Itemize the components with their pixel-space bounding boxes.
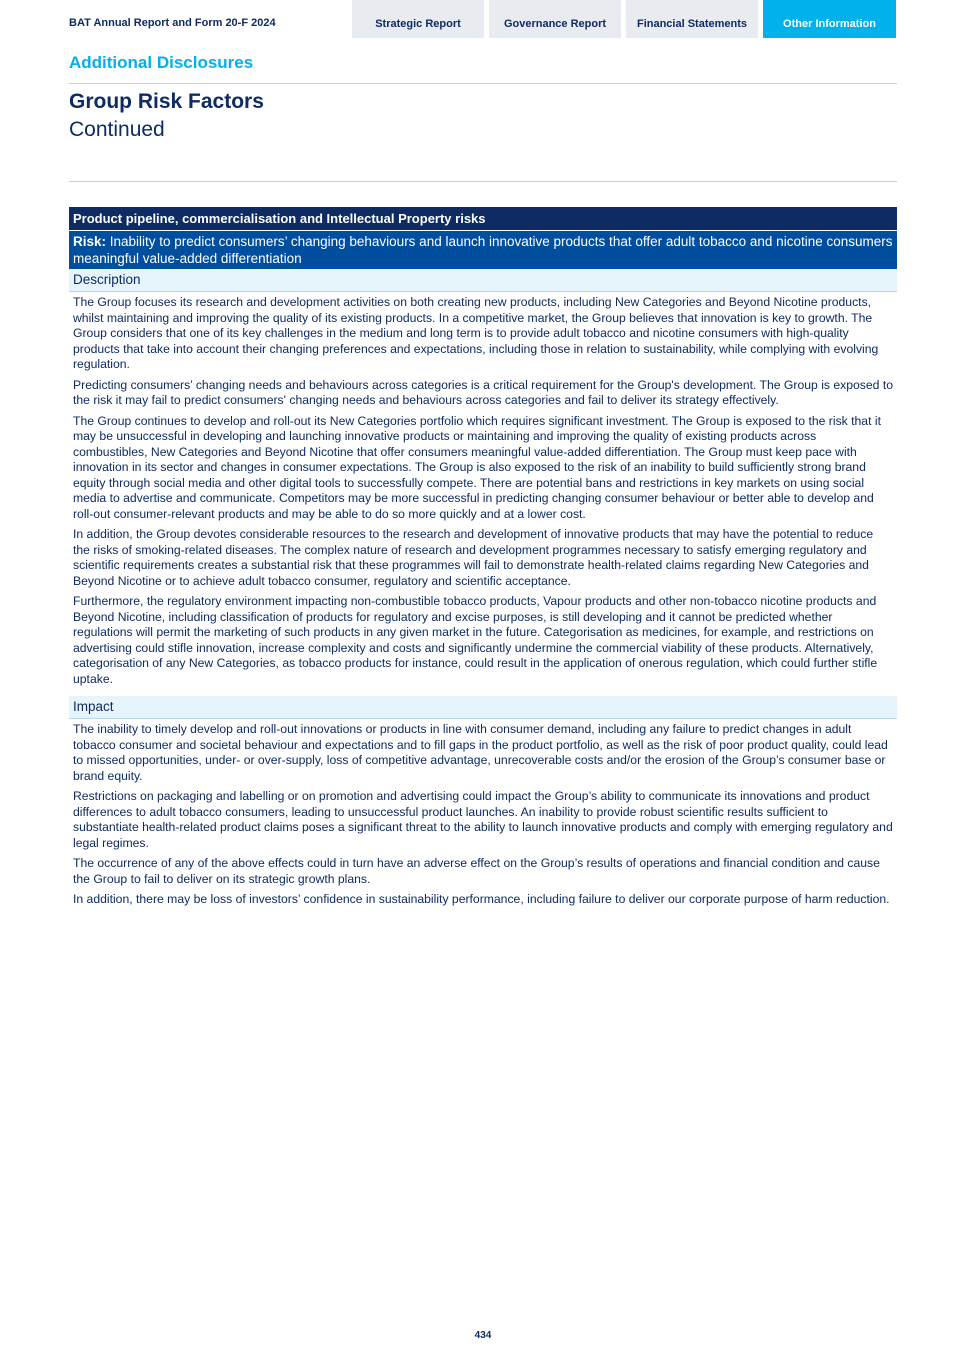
impact-paragraph: The occurrence of any of the above effects could in turn have an adverse effect on the Group’s results of operations and financial condition and cause the Group to fail to deliver on its strategic growth plans. (73, 856, 880, 886)
divider (69, 83, 897, 84)
description-paragraph: Furthermore, the regulatory environment impacting non-combustible tobacco products, Vapour products and other non-tobacco nicotine products and Beyond Nicotine, including classification of products for regulatory and excise purposes, is still developing and it cannot be predicted whether regulations will permit the marketing of such products in any given market in the future. Categorisation as medicines, for example, and restrictions on advertising could stifle innovation, increase complexity and costs and significantly undermine the commercial viability of these products. Alternatively, categorisation of any New Categories, as tobacco products for instance, could result in the application of onerous regulation, which could further stifle uptake. (73, 594, 878, 686)
impact-heading: Impact (69, 696, 897, 719)
top-header (0, 0, 966, 38)
description-paragraph: Predicting consumers’ changing needs and behaviours across categories is a critical requirement for the Group's development. The Group is exposed to the risk it may fail to predict consumers' changing needs and behaviours across categories and fail to deliver its strategy effectively. (73, 377, 894, 407)
section-label: Additional Disclosures (69, 53, 254, 72)
report-title: BAT Annual Report and Form 20-F 2024 (69, 17, 276, 29)
description-heading: Description (69, 269, 897, 292)
risk-statement (69, 230, 897, 269)
description-paragraph: In addition, the Group devotes considerable resources to the research and development of innovative products that may have the potential to reduce the risks of smoking-related diseases. The complex nature of research and development programmes necessary to satisfy emerging regulatory and scientific requirements creates a substantial risk that these programmes will fail to demonstrate health-related claims regarding New Categories and Beyond Nicotine or to achieve adult tobacco consumer, regulatory and scientific acceptance. (73, 527, 874, 588)
tab-strategic-report[interactable]: Strategic Report (352, 0, 484, 38)
risk-text: Inability to predict consumers’ changing behaviours and launch innovative products that offer adult tobacco and nicotine consumers meaningful value-added differentiation (73, 234, 893, 266)
impact-paragraph: In addition, there may be loss of investors’ confidence in sustainability performance, including failure to deliver our corporate purpose of harm reduction. (73, 892, 890, 906)
risk-label: Risk: (73, 234, 107, 249)
description-paragraph: The Group continues to develop and roll-out its New Categories portfolio which requires significant investment. The Group is exposed to the risk that it may be unsuccessful in developing and launching innovative products or maintaining and improving the quality of existing products across combustibles, New Categories and Beyond Nicotine that offer consumers meaningful value-added differentiation. The Group must keep pace with innovation in its sector and changes in consumer expectations. The Group is also exposed to the risk of an inability to build sufficiently strong brand equity through social media and other digital tools to successfully compete. There are potential bans and restrictions in key markets on using social media to advertise and communicate. Competitors may be more successful in predicting changing consumer behaviour or better able to develop and roll-out consumer-relevant products and may be able to do so more quickly and at a lower cost. (73, 413, 881, 521)
impact-paragraph: Restrictions on packaging and labelling or on promotion and advertising could impact the Group’s ability to communicate its innovations and product differences to adult tobacco consumers, leading to unsuccessful product launches. An inability to provide robust scientific results sufficient to substantiate health-related product claims poses a significant threat to the ability to launch innovative products and comply with emerging regulatory and legal regimes. (73, 789, 893, 850)
divider (69, 181, 897, 182)
tab-financial-statements[interactable]: Financial Statements (626, 0, 758, 38)
page-number: 434 (474, 1330, 492, 1341)
impact-body (69, 719, 897, 917)
tab-governance-report[interactable]: Governance Report (489, 0, 621, 38)
tab-other-information[interactable]: Other Information (763, 0, 896, 38)
impact-paragraph: The inability to timely develop and roll-out innovations or products in line with consumer demand, including any failure to predict changes in adult tobacco consumer and societal behaviour and expectations and to fill gaps in the product portfolio, as well as the risk of poor product quality, could lead to missed opportunities, under- or over-supply, loss of competitive advantage, unrecoverable costs and/or the erosion of the Group’s consumer base or brand equity. (73, 722, 888, 783)
description-paragraph: The Group focuses its research and development activities on both creating new products, including New Categories and Beyond Nicotine products, whilst maintaining and improving the quality of its existing products. In a competitive market, the Group believes that innovation is key to growth. The Group considers that one of its key challenges in the medium and long term is to provide adult tobacco and nicotine consumers with high-quality products that take into account their changing preferences and expectations, including those in relation to sustainability, while complying with evolving regulation. (73, 295, 879, 371)
risk-category-header: Product pipeline, commercialisation and Intellectual Property risks (69, 207, 897, 230)
page-title: Group Risk Factors (69, 90, 264, 113)
risk-table (69, 207, 897, 917)
description-body (69, 292, 897, 696)
page-subtitle: Continued (69, 118, 165, 141)
